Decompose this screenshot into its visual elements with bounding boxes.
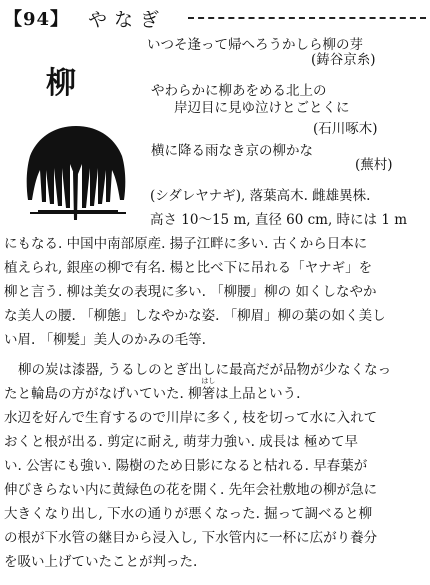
section-title: やなぎ	[88, 9, 167, 31]
poem-2-line-2: 岸辺目に見ゆ泣けとごとくに	[174, 100, 350, 116]
chopsticks-ruby-reading: はし	[201, 377, 216, 385]
para1-line-5: い眉. 「柳髪」美人のかみの毛等.	[4, 332, 206, 348]
poem-1-line-1: いつそ逢って帰へろうかしら柳の芽	[147, 37, 363, 53]
poem-2-author: (石川啄木)	[313, 121, 378, 137]
para3-line-4: 伸びきらない内に黄緑色の花を開く. 先年会社敷地の柳が急に	[4, 482, 378, 498]
poem-1-author: (鋳谷京糸)	[311, 52, 376, 68]
section-number: 【94】	[4, 9, 70, 30]
body-side-line-2: 高さ 10～15 m, 直径 60 cm, 時には 1 m	[150, 212, 408, 228]
chopsticks-ruby	[201, 377, 216, 402]
body-side-line-1: (シダレヤナギ), 落葉高木. 雌雄異株.	[150, 188, 371, 204]
willow-tree-illustration	[16, 112, 136, 222]
para1-line-4: な美人の腰. 「柳態」しなやかな姿. 「柳眉」柳の葉の如く美し	[4, 308, 386, 324]
poem-2-line-1: やわらかに柳あをめる北上の	[151, 83, 327, 99]
para1-line-1: にもなる. 中国中南部原産. 揚子江畔に多い. 古くから日本に	[4, 236, 368, 252]
header-divider	[188, 17, 426, 19]
para3-line-7: を吸い上げていたことが判った.	[4, 554, 198, 570]
para1-line-2: 植えられ, 銀座の柳で有名. 楊と比べ下に吊れる「ヤナギ」を	[4, 260, 373, 276]
poem-3-line-1: 横に降る雨なき京の柳かな	[151, 143, 313, 159]
para2-line-1: 柳の炭は漆器, うるしのとぎ出しに最高だが品物が少なくなっ	[18, 362, 392, 378]
chopsticks-ruby-base: 箸	[201, 386, 216, 402]
para2-line-2-before: たと輪島の方がなげいていた. 柳	[4, 386, 202, 402]
para3-line-5: 大きくなり出し, 下水の通りが悪くなった. 掘って調べると柳	[4, 506, 373, 522]
para3-line-1: 水辺を好んで生育するので川岸に多く, 枝を切って水に入れて	[4, 410, 378, 426]
para2-line-2	[4, 377, 301, 402]
para3-line-3: い. 公害にも強い. 陽樹のため日影になると枯れる. 早春葉が	[4, 458, 368, 474]
section-header	[4, 4, 428, 30]
kanji-title: 柳	[46, 66, 76, 101]
para3-line-6: の根が下水管の継目から浸入し, 下水管内に一杯に広がり養分	[4, 530, 378, 546]
poem-3-author: (蕪村)	[355, 157, 393, 173]
para2-line-2-after: は上品という.	[215, 386, 301, 402]
para1-line-3: 柳と言う. 柳は美女の表現に多い. 「柳腰」柳の 如くしなやか	[4, 284, 377, 300]
para3-line-2: おくと根が出る. 剪定に耐え, 萌芽力強い. 成長は 極めて早	[4, 434, 359, 450]
